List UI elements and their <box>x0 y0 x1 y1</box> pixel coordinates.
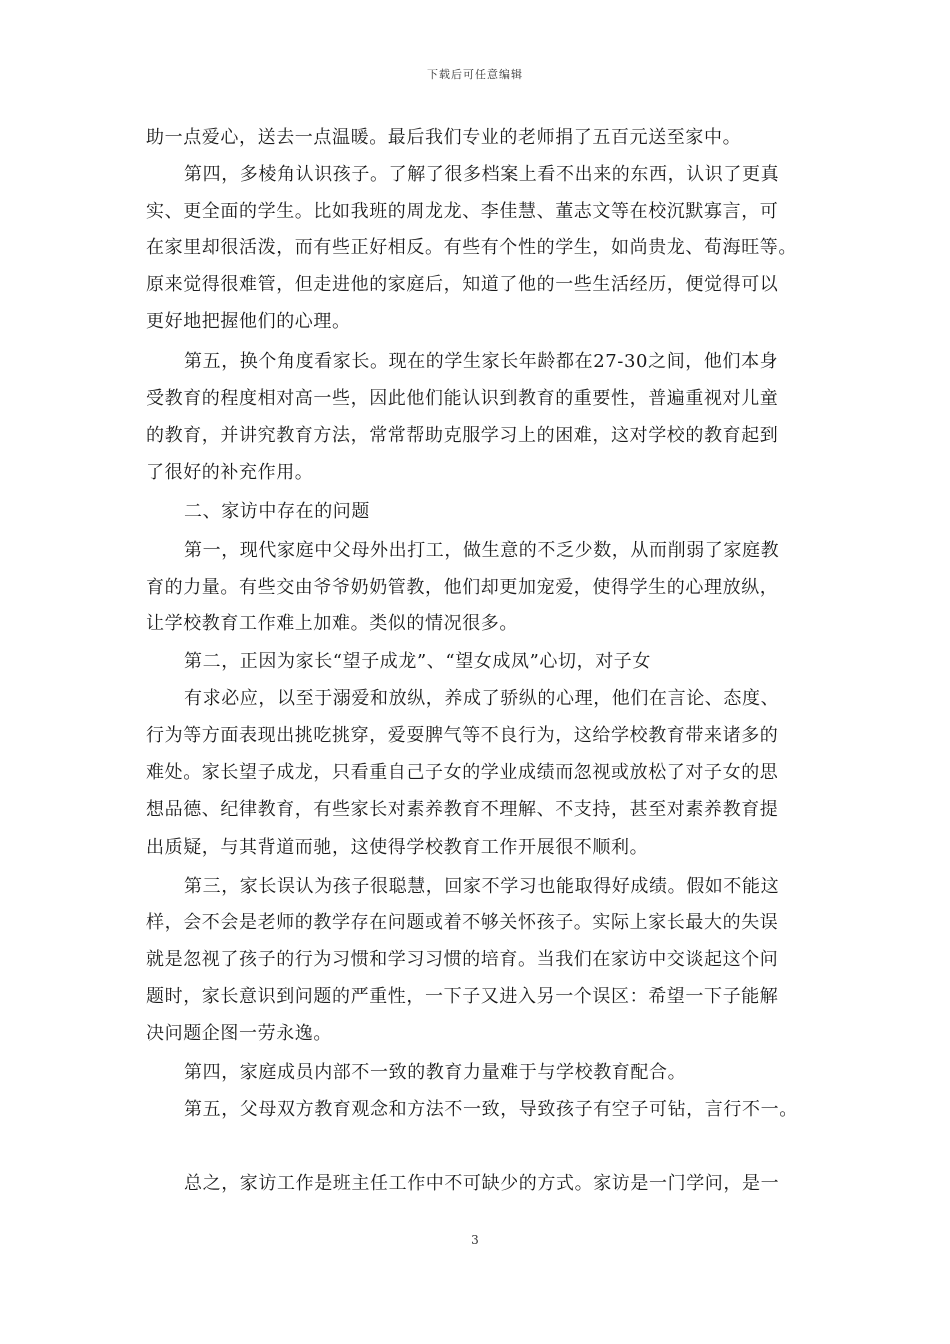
text-line: 在家里却很活泼，而有些正好相反。有些有个性的学生，如尚贵龙、荀海旺等。 <box>146 237 797 258</box>
text-line: 了很好的补充作用。 <box>146 462 314 483</box>
text-line: 第五，父母双方教育观念和方法不一致，导致孩子有空子可钻，言行不一。 <box>184 1099 798 1120</box>
text-line: 育的力量。有些交由爷爷奶奶管教，他们却更加宠爱，使得学生的心理放纵， <box>146 577 779 598</box>
text-line: 有求必应，以至于溺爱和放纵，养成了骄纵的心理，他们在言论、态度、 <box>184 688 780 709</box>
text-line: 第二，正因为家长“望子成龙”、“望女成凤”心切，对子女 <box>184 651 652 672</box>
text-line: 行为等方面表现出挑吃挑穿，爱耍脾气等不良行为，这给学校教育带来诸多的 <box>146 725 779 746</box>
text-line: 难处。家长望子成龙，只看重自己子女的学业成绩而忽视或放松了对子女的思 <box>146 762 779 783</box>
text-line: 样，会不会是老师的教学存在问题或着不够关怀孩子。实际上家长最大的失误 <box>146 912 779 933</box>
text-line: 原来觉得很难管，但走进他的家庭后，知道了他的一些生活经历，便觉得可以 <box>146 274 779 295</box>
text-line: 题时，家长意识到问题的严重性，一下子又进入另一个误区：希望一下子能解 <box>146 986 779 1007</box>
text-line: 实、更全面的学生。比如我班的周龙龙、李佳慧、董志文等在校沉默寡言，可 <box>146 201 779 222</box>
text-line: 第四，家庭成员内部不一致的教育力量难于与学校教育配合。 <box>184 1062 687 1083</box>
text-line: 出质疑，与其背道而驰，这使得学校教育工作开展很不顺利。 <box>146 837 649 858</box>
text-line: 第四，多棱角认识孩子。了解了很多档案上看不出来的东西，认识了更真 <box>184 164 780 185</box>
page-number: 3 <box>471 1233 479 1247</box>
text-line: 第一，现代家庭中父母外出打工，做生意的不乏少数，从而削弱了家庭教 <box>184 540 780 561</box>
text-line: 想品德、纪律教育，有些家长对素养教育不理解、不支持，甚至对素养教育提 <box>146 799 779 820</box>
text-line: 受教育的程度相对高一些，因此他们能认识到教育的重要性，普遍重视对儿童 <box>146 388 779 409</box>
text-line: 助一点爱心，送去一点温暖。最后我们专业的老师捐了五百元送至家中。 <box>146 127 742 148</box>
page-header: 下载后可任意编辑 <box>427 68 523 81</box>
section-heading: 二、家访中存在的问题 <box>184 501 370 522</box>
text-line: 总之，家访工作是班主任工作中不可缺少的方式。家访是一门学问，是一 <box>184 1173 780 1194</box>
text-line: 让学校教育工作难上加难。类似的情况很多。 <box>146 613 518 634</box>
text-line: 更好地把握他们的心理。 <box>146 311 351 332</box>
text-line: 决问题企图一劳永逸。 <box>146 1023 332 1044</box>
text-line: 的教育，并讲究教育方法，常常帮助克服学习上的困难，这对学校的教育起到 <box>146 425 779 446</box>
text-line: 第五，换个角度看家长。现在的学生家长年龄都在27-30之间，他们本身 <box>184 351 779 372</box>
text-line: 就是忽视了孩子的行为习惯和学习习惯的培育。当我们在家访中交谈起这个问 <box>146 949 779 970</box>
text-line: 第三，家长误认为孩子很聪慧，回家不学习也能取得好成绩。假如不能这 <box>184 876 780 897</box>
